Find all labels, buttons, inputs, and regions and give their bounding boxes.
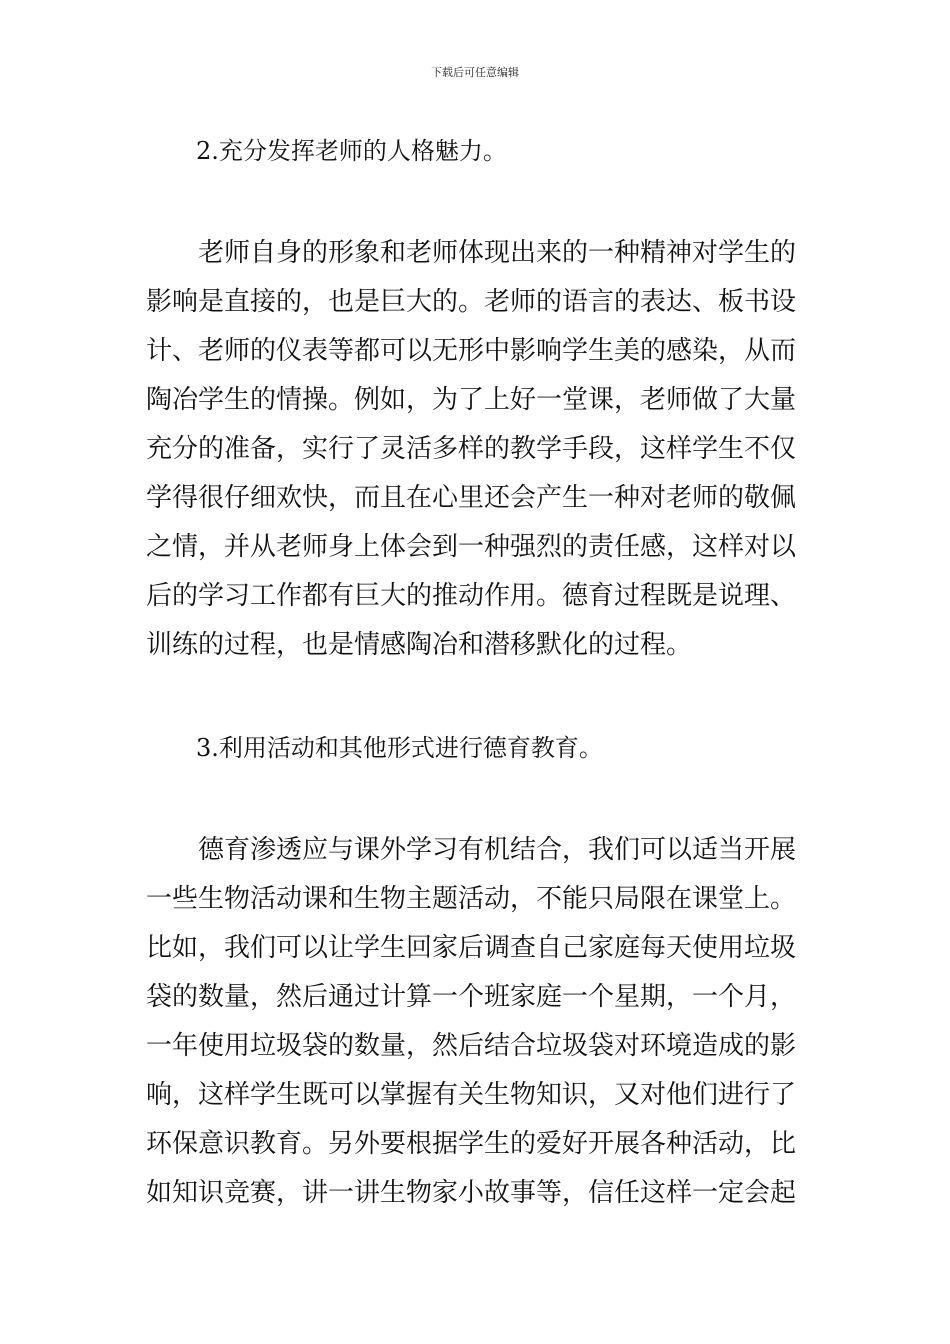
paragraph-line: 如知识竞赛，讲一讲生物家小故事等，信任这样一定会起: [146, 1178, 797, 1208]
paragraph-line: 袋的数量，然后通过计算一个班家庭一个星期，一个月，: [146, 982, 797, 1012]
paragraph-line: 训练的过程，也是情感陶冶和潜移默化的过程。: [146, 630, 693, 660]
paragraph-line: 之情，并从老师身上体会到一种强烈的责任感，这样对以: [146, 532, 797, 562]
paragraph-line: 充分的准备，实行了灵活多样的教学手段，这样学生不仅: [146, 434, 797, 464]
paragraph-line: 影响是直接的，也是巨大的。老师的语言的表达、板书设: [146, 287, 797, 317]
paragraph-line: 一年使用垃圾袋的数量，然后结合垃圾袋对环境造成的影: [146, 1031, 797, 1061]
paragraph-line: 德育渗透应与课外学习有机结合，我们可以适当开展: [198, 835, 797, 865]
paragraph-line: 陶冶学生的情操。例如，为了上好一堂课，老师做了大量: [146, 385, 797, 415]
paragraph-line: 响，这样学生既可以掌握有关生物知识，又对他们进行了: [146, 1080, 797, 1110]
section-paragraph: [146, 826, 810, 1218]
section-heading: 2.充分发挥老师的人格魅力。: [196, 137, 507, 165]
page-header-note: 下载后可任意编辑: [431, 66, 519, 79]
paragraph-line: 老师自身的形象和老师体现出来的一种精神对学生的: [198, 238, 797, 268]
paragraph-line: 比如，我们可以让学生回家后调查自己家庭每天使用垃圾: [146, 933, 797, 963]
section-heading: 3.利用活动和其他形式进行德育教育。: [196, 734, 603, 762]
paragraph-line: 后的学习工作都有巨大的推动作用。德育过程既是说理、: [146, 581, 797, 611]
paragraph-line: 一些生物活动课和生物主题活动，不能只局限在课堂上。: [146, 884, 797, 914]
paragraph-line: 学得很仔细欢快，而且在心里还会产生一种对老师的敬佩: [146, 483, 797, 513]
paragraph-line: 环保意识教育。另外要根据学生的爱好开展各种活动，比: [146, 1129, 797, 1159]
section-paragraph: [146, 229, 810, 670]
paragraph-line: 计、老师的仪表等都可以无形中影响学生美的感染，从而: [146, 336, 797, 366]
